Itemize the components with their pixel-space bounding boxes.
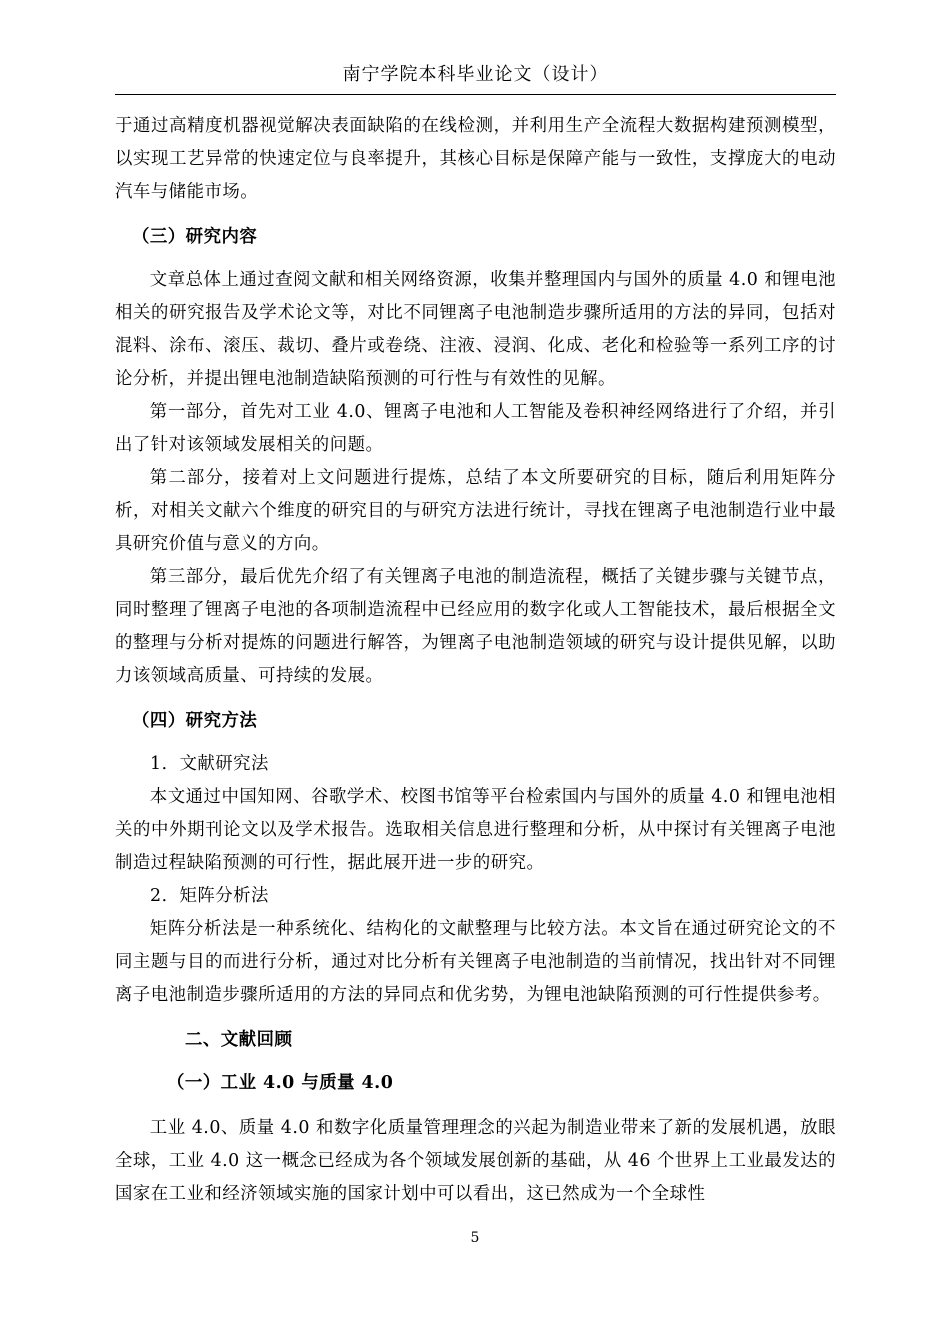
page-number: 5 <box>470 1230 480 1246</box>
method-one-body: 本文通过中国知网、谷歌学术、校图书馆等平台检索国内与国外的质量 4.0 和锂电池相关的中外期刊论文以及学术报告。选取相关信息进行整理和分析，从中探讨有关锂离子电池制造过程缺陷预测的可行性，据此展开进一步的研究。 <box>115 787 836 873</box>
page-body <box>115 110 836 1211</box>
paragraph-continued: 于通过高精度机器视觉解决表面缺陷的在线检测，并利用生产全流程大数据构建预测模型，以实现工艺异常的快速定位与良率提升，其核心目标是保障产能与一致性，支撑庞大的电动汽车与储能市场。 <box>115 116 836 202</box>
section-heading-research-content: （三）研究内容 <box>132 227 258 247</box>
section-heading-research-method: （四）研究方法 <box>132 711 258 731</box>
method-two-title: 2．矩阵分析法 <box>150 886 269 906</box>
paragraph-content-overview: 文章总体上通过查阅文献和相关网络资源，收集并整理国内与国外的质量 4.0 和锂电池相关的研究报告及学术论文等，对比不同锂离子电池制造步骤所适用的方法的异同，包括对混料、涂布、滚压、裁切、叠片或卷绕、注液、浸润、化成、老化和检验等一系列工序的讨论分析，并提出锂电池制造缺陷预测的可行性与有效性的见解。 <box>115 270 836 389</box>
chapter-heading-literature-review: 二、文献回顾 <box>185 1030 293 1050</box>
paragraph-part-three: 第三部分，最后优先介绍了有关锂离子电池的制造流程，概括了关键步骤与关键节点，同时整理了锂离子电池的各项制造流程中已经应用的数字化或人工智能技术，最后根据全文的整理与分析对提炼的问题进行解答，为锂离子电池制造领域的研究与设计提供见解，以助力该领域高质量、可持续的发展。 <box>115 567 836 686</box>
header-rule <box>115 94 836 95</box>
paragraph-part-two: 第二部分，接着对上文问题进行提炼，总结了本文所要研究的目标，随后利用矩阵分析，对相关文献六个维度的研究目的与研究方法进行统计，寻找在锂离子电池制造行业中最具研究价值与意义的方向。 <box>115 468 836 554</box>
page-header: 南宁学院本科毕业论文（设计） <box>342 64 609 85</box>
section-heading-industry-quality: （一）工业 4.0 与质量 4.0 <box>167 1073 394 1093</box>
paragraph-part-one: 第一部分，首先对工业 4.0、锂离子电池和人工智能及卷积神经网络进行了介绍，并引出了针对该领域发展相关的问题。 <box>115 402 836 455</box>
paragraph-industry-intro: 工业 4.0、质量 4.0 和数字化质量管理理念的兴起为制造业带来了新的发展机遇，放眼全球，工业 4.0 这一概念已经成为各个领域发展创新的基础，从 46 个世界上工业最发达的国家在工业和经济领域实施的国家计划中可以看出，这已然成为一个全球性 <box>115 1118 836 1204</box>
method-one-title: 1．文献研究法 <box>150 754 269 774</box>
method-two-body: 矩阵分析法是一种系统化、结构化的文献整理与比较方法。本文旨在通过研究论文的不同主题与目的而进行分析，通过对比分析有关锂离子电池制造的当前情况，找出针对不同锂离子电池制造步骤所适用的方法的异同点和优劣势，为锂电池缺陷预测的可行性提供参考。 <box>115 919 836 1005</box>
